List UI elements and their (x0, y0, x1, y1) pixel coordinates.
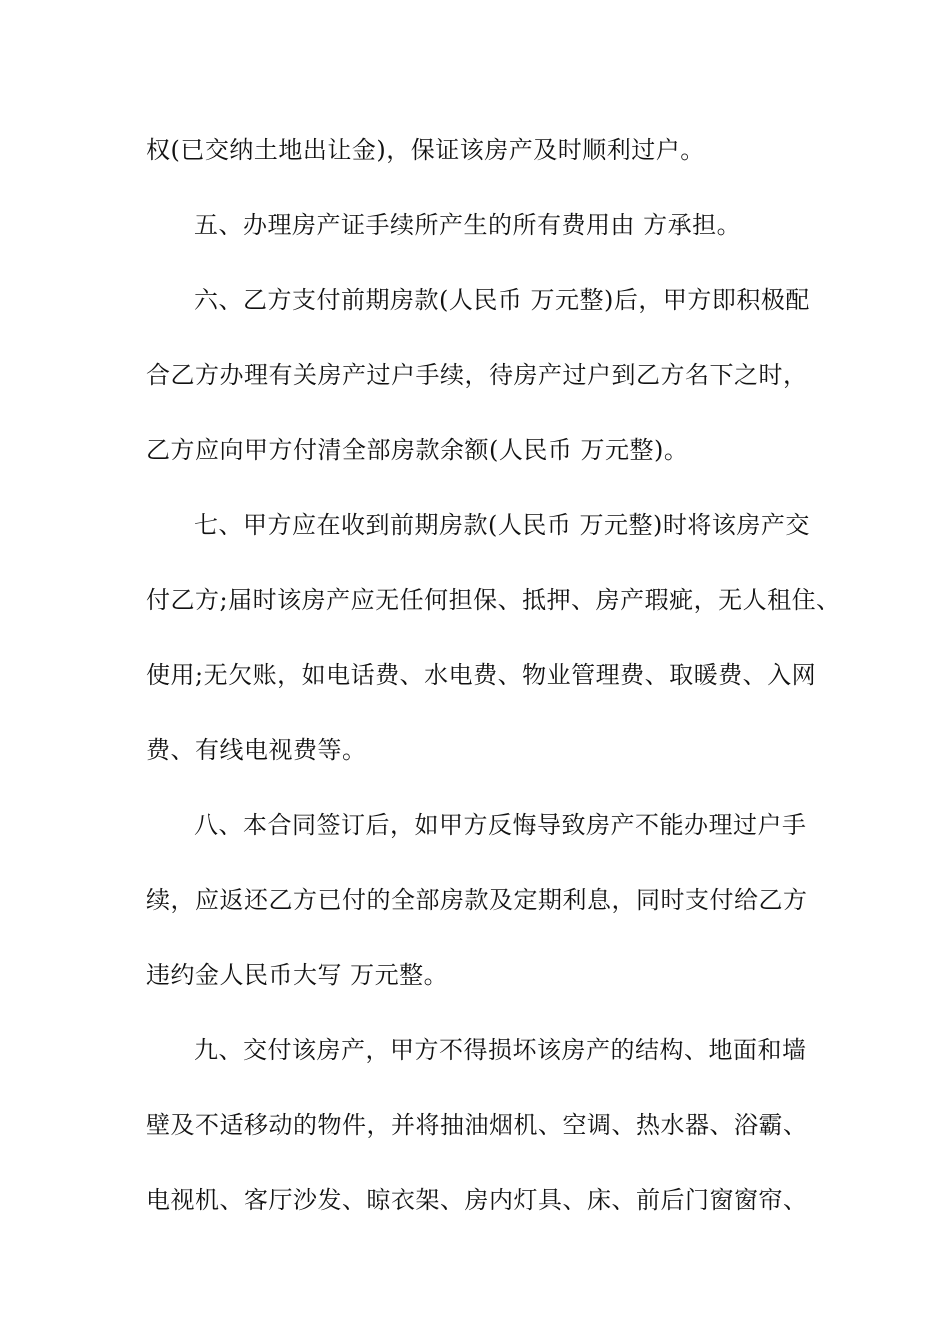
text-line: 付乙方;届时该房产应无任何担保、抵押、房产瑕疵，无人租住、 (146, 586, 841, 614)
clause-5-line: 五、办理房产证手续所产生的所有费用由 方承担。 (194, 211, 742, 239)
text-line: 权(已交纳土地出让金)，保证该房产及时顺利过户。 (146, 136, 705, 164)
text-line: 合乙方办理有关房产过户手续，待房产过户到乙方名下之时， (146, 361, 808, 389)
text-line: 费、有线电视费等。 (146, 736, 367, 764)
text-line: 使用;无欠账，如电话费、水电费、物业管理费、取暖费、入网 (146, 661, 817, 689)
text-line: 续，应返还乙方已付的全部房款及定期利息，同时支付给乙方 (146, 886, 808, 914)
text-line: 违约金人民币大写 万元整。 (146, 961, 449, 989)
clause-8-line: 八、本合同签订后，如甲方反悔导致房产不能办理过户手 (194, 811, 807, 839)
clause-7-line: 七、甲方应在收到前期房款(人民币 万元整)时将该房产交 (194, 511, 810, 539)
text-line: 壁及不适移动的物件，并将抽油烟机、空调、热水器、浴霸、 (146, 1111, 808, 1139)
text-line: 乙方应向甲方付清全部房款余额(人民币 万元整)。 (146, 436, 689, 464)
text-line: 电视机、客厅沙发、晾衣架、房内灯具、床、前后门窗窗帘、 (146, 1186, 808, 1214)
clause-9-line: 九、交付该房产，甲方不得损坏该房产的结构、地面和墙 (194, 1036, 807, 1064)
clause-6-line: 六、乙方支付前期房款(人民币 万元整)后，甲方即积极配 (194, 286, 810, 314)
